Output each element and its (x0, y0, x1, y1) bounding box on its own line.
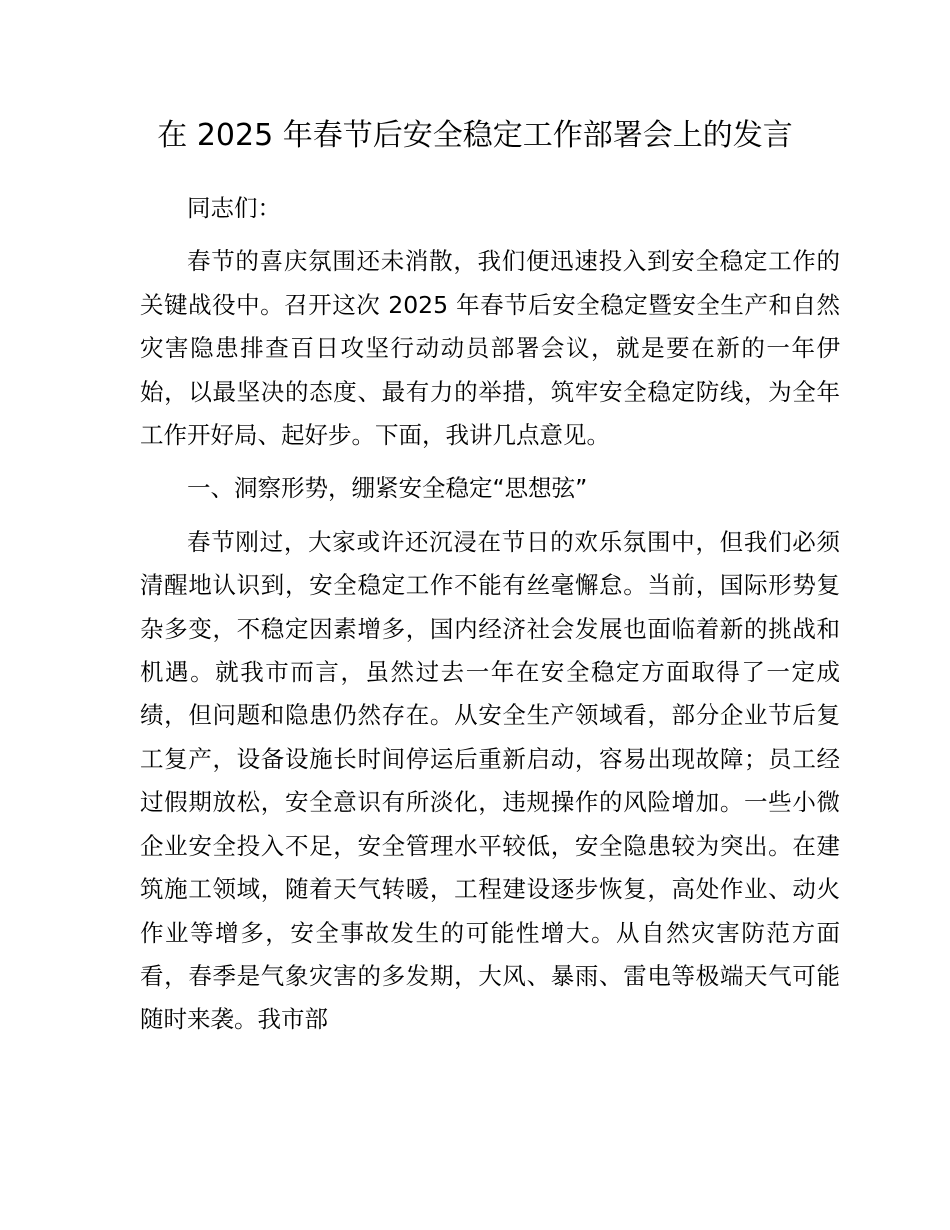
section-heading: 一、洞察形势，绷紧安全稳定“思想弦” (187, 474, 588, 503)
situation-paragraph: 春节刚过，大家或许还沉浸在节日的欢乐氛围中，但我们必须清醒地认识到，安全稳定工作不能有丝毫懈怠。当前，国际形势复杂多变，不稳定因素增多，国内经济社会发展也面临着新的挑战和机遇。就我市而言，虽然过去一年在安全稳定方面取得了一定成绩，但问题和隐患仍然存在。从安全生产领域看，部分企业节后复工复产，设备设施长时间停运后重新启动，容易出现故障；员工经过假期放松，安全意识有所淡化，违规操作的风险增加。一些小微企业安全投入不足，安全管理水平较低，安全隐患较为突出。在建筑施工领域，随着天气转暖，工程建设逐步恢复，高处作业、动火作业等增多，安全事故发生的可能性增大。从自然灾害防范方面看，春季是气象灾害的多发期，大风、暴雨、雷电等极端天气可能随时来袭。我市部 (140, 527, 840, 1034)
salutation-paragraph: 同志们： (187, 194, 281, 222)
opening-paragraph: 春节的喜庆氛围还未消散，我们便迅速投入到安全稳定工作的关键战役中。召开这次 2025 年春节后安全稳定暨安全生产和自然灾害隐患排查百日攻坚行动动员部署会议，就是要在新的一年伊始，以最坚决的态度、最有力的举措，筑牢安全稳定防线，为全年工作开好局、起好步。下面，我讲几点意见。 (140, 247, 840, 450)
document-body (140, 187, 840, 1042)
document-title: 在 2025 年春节后安全稳定工作部署会上的发言 (157, 118, 793, 153)
